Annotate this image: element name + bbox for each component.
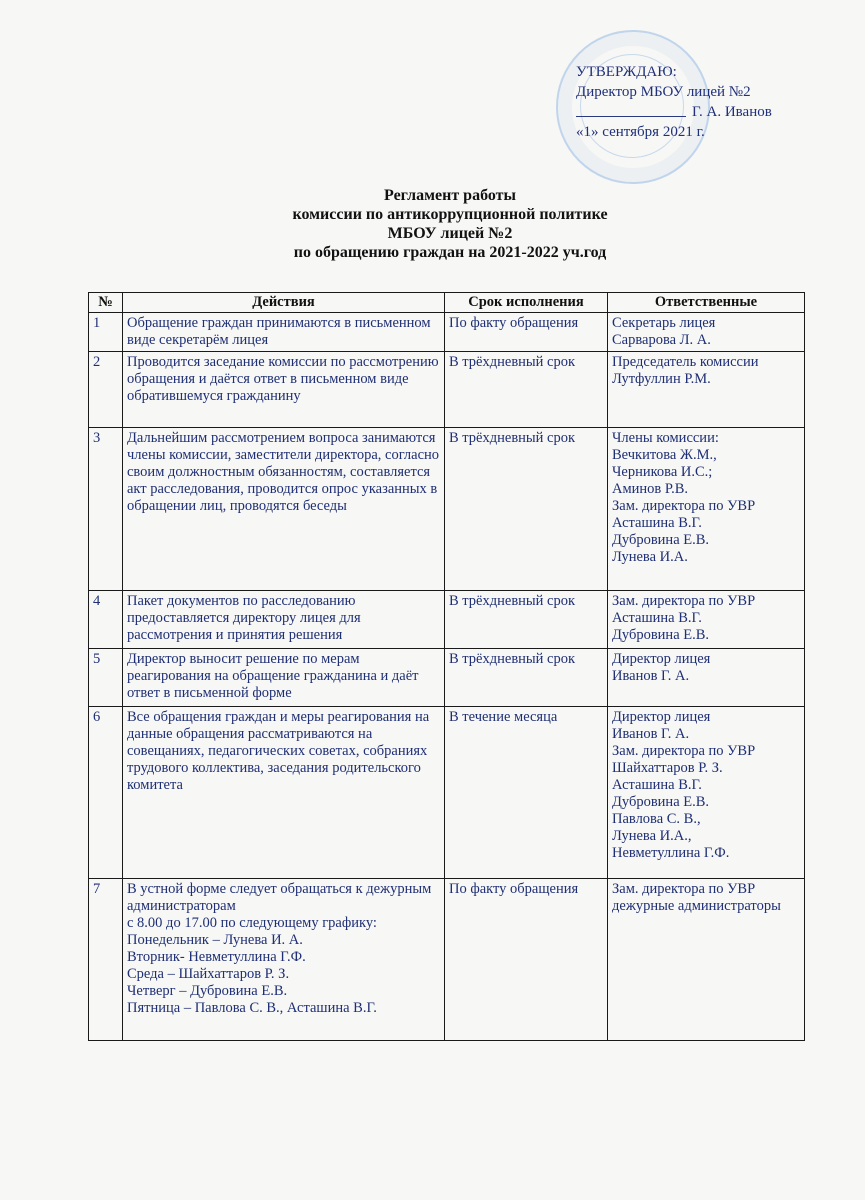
approval-date: «1» сентября 2021 г.	[576, 124, 705, 140]
responsible-line: Невметуллина Г.Ф.	[612, 845, 730, 861]
responsible-line: Асташина В.Г.	[612, 777, 702, 793]
responsible-line: Зам. директора по УВР	[612, 881, 756, 897]
action-line: В устной форме следует обращаться к дежурным администраторам	[127, 881, 432, 914]
action-line: с 8.00 до 17.00 по следующему графику:	[127, 915, 377, 931]
responsible-line: Члены комиссии:	[612, 430, 719, 446]
row-deadline: По факту обращения	[445, 879, 608, 1041]
row-num: 3	[89, 428, 123, 591]
responsible-line: Сарварова Л. А.	[612, 332, 711, 348]
row-deadline: В трёхдневный срок	[445, 591, 608, 649]
row-responsible	[608, 313, 805, 352]
row-responsible	[608, 649, 805, 707]
action-line: Четверг – Дубровина Е.В.	[127, 983, 288, 999]
responsible-line: Зам. директора по УВР	[612, 593, 756, 609]
responsible-line: Дубровина Е.В.	[612, 532, 710, 548]
row-action: Все обращения граждан и меры реагирования на данные обращения рассматриваются на совещаниях, педагогических советах, собраниях трудового коллектива, заседания родительского комитета	[123, 707, 445, 879]
responsible-line: Секретарь лицея	[612, 315, 716, 331]
table-row	[89, 649, 805, 707]
row-deadline: По факту обращения	[445, 313, 608, 352]
table-header-row	[89, 293, 805, 313]
responsible-line: Асташина В.Г.	[612, 515, 702, 531]
action-line: Среда – Шайхаттаров Р. З.	[127, 966, 290, 982]
row-num: 5	[89, 649, 123, 707]
row-action	[123, 879, 445, 1041]
table-row	[89, 352, 805, 428]
responsible-line: Черникова И.С.;	[612, 464, 713, 480]
row-num: 4	[89, 591, 123, 649]
responsible-line: Лунева И.А.,	[612, 828, 692, 844]
action-line: Вторник- Невметуллина Г.Ф.	[127, 949, 306, 965]
responsible-line: Директор лицея	[612, 651, 711, 667]
row-action: Дальнейшим рассмотрением вопроса занимаются члены комиссии, заместители директора, согласно своим должностным обязанностям, составляется акт расследования, проводится опрос указанных в обращении лиц, проводятся беседы	[123, 428, 445, 591]
header-deadline: Срок исполнения	[445, 293, 608, 313]
responsible-line: Асташина В.Г.	[612, 610, 702, 626]
table-row	[89, 313, 805, 352]
regulation-table	[88, 292, 805, 1041]
responsible-line: Иванов Г. А.	[612, 668, 690, 684]
responsible-line: Вечкитова Ж.М.,	[612, 447, 717, 463]
row-deadline: В трёхдневный срок	[445, 352, 608, 428]
table-row	[89, 428, 805, 591]
row-deadline: В течение месяца	[445, 707, 608, 879]
row-num: 2	[89, 352, 123, 428]
responsible-line: Зам. директора по УВР	[612, 498, 756, 514]
title-line-4: по обращению граждан на 2021-2022 уч.год	[293, 244, 607, 261]
title-line-1: Регламент работы	[384, 187, 516, 204]
row-responsible	[608, 879, 805, 1041]
responsible-line: Директор лицея	[612, 709, 711, 725]
row-responsible	[608, 707, 805, 879]
responsible-line: Аминов Р.В.	[612, 481, 689, 497]
title-line-2: комиссии по антикоррупционной политике	[292, 206, 608, 223]
table-row	[89, 707, 805, 879]
responsible-line: Иванов Г. А.	[612, 726, 690, 742]
table-row	[89, 879, 805, 1041]
row-action: Директор выносит решение по мерам реагирования на обращение гражданина и даёт ответ в письменной форме	[123, 649, 445, 707]
row-deadline: В трёхдневный срок	[445, 428, 608, 591]
responsible-line: Лунева И.А.	[612, 549, 688, 565]
row-responsible	[608, 591, 805, 649]
title-line-3: МБОУ лицей №2	[387, 225, 513, 242]
header-responsible: Ответственные	[608, 293, 805, 313]
responsible-line: Зам. директора по УВР	[612, 743, 756, 759]
table-row	[89, 591, 805, 649]
document-title	[200, 186, 700, 262]
approval-signer: Г. А. Иванов	[576, 102, 816, 122]
approval-position: Директор МБОУ лицей №2	[576, 84, 751, 100]
row-action: Проводится заседание комиссии по рассмотрению обращения и даётся ответ в письменном виде обратившемуся гражданину	[123, 352, 445, 428]
row-deadline: В трёхдневный срок	[445, 649, 608, 707]
header-action: Действия	[123, 293, 445, 313]
responsible-line: Дубровина Е.В.	[612, 627, 710, 643]
action-line: Понедельник – Лунева И. А.	[127, 932, 303, 948]
responsible-line: Шайхаттаров Р. З.	[612, 760, 723, 776]
row-responsible	[608, 428, 805, 591]
responsible-line: Павлова С. В.,	[612, 811, 701, 827]
row-num: 6	[89, 707, 123, 879]
header-num: №	[89, 293, 123, 313]
row-num: 1	[89, 313, 123, 352]
responsible-line: Председатель комиссии	[612, 354, 759, 370]
row-num: 7	[89, 879, 123, 1041]
row-responsible	[608, 352, 805, 428]
row-action: Пакет документов по расследованию предоставляется директору лицея для рассмотрения и принятия решения	[123, 591, 445, 649]
responsible-line: Лутфуллин Р.М.	[612, 371, 711, 387]
row-action: Обращение граждан принимаются в письменном виде секретарём лицея	[123, 313, 445, 352]
responsible-line: дежурные администраторы	[612, 898, 781, 914]
approval-heading: УТВЕРЖДАЮ:	[576, 64, 677, 80]
responsible-line: Дубровина Е.В.	[612, 794, 710, 810]
action-line: Пятница – Павлова С. В., Асташина В.Г.	[127, 1000, 377, 1016]
approval-block	[576, 62, 816, 142]
